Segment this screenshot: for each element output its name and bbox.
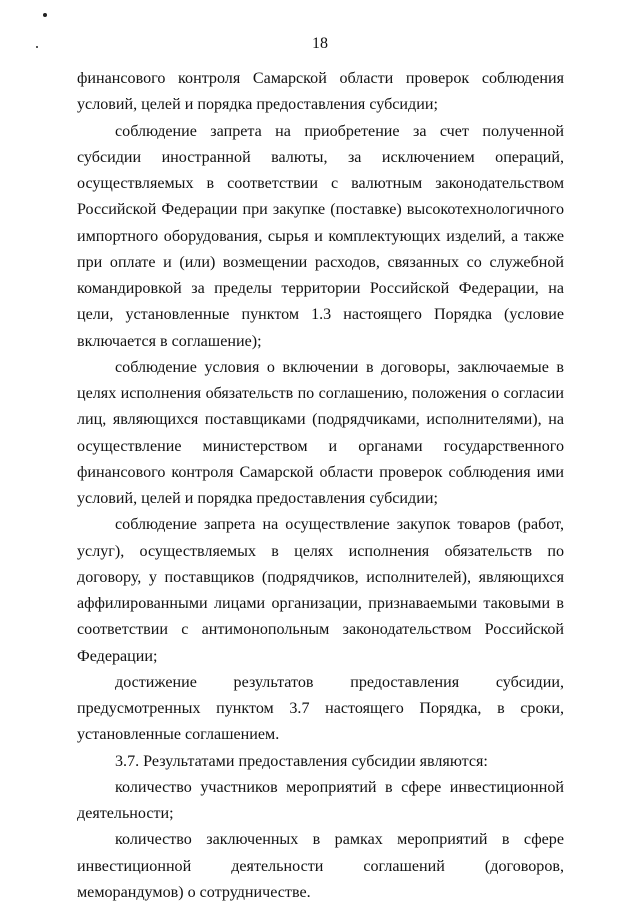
paragraph: достижение результатов предоставления субсидии, предусмотренных пунктом 3.7 настоящего Порядка, в сроки, установленные соглашением.: [77, 673, 564, 744]
paragraph: количество участников мероприятий в сфере инвестиционной деятельности;: [77, 778, 564, 822]
scan-speck: [43, 13, 47, 17]
paragraph: соблюдение условия о включении в договоры, заключаемые в целях исполнения обязательств по соглашению, положения о согласии лиц, являющихся поставщиками (подрядчиками, исполнителями), на осуществление министерством и органами государственного финансового контроля Самарской области проверок соблюдения ими условий, целей и порядка предоставления субсидии;: [77, 358, 564, 507]
paragraph: соблюдение запрета на приобретение за счет полученной субсидии иностранной валюты, за исключением операций, осуществляемых в соответствии с валютным законодательством Российской Федерации при закупке (поставке) высокотехнологичного импортного оборудования, сырья и комплектующих изделий, а также при оплате и (или) возмещении расходов, связанных со служебной командировкой за пределы территории Российской Федерации, на цели, установленные пунктом 1.3 настоящего Порядка (условие включается в соглашение);: [77, 122, 564, 350]
paragraph-heading: 3.7. Результатами предоставления субсидии являются:: [115, 752, 488, 770]
paragraph: финансового контроля Самарской области проверок соблюдения условий, целей и порядка предоставления субсидии;: [77, 70, 564, 114]
document-body: [77, 66, 564, 906]
paragraph: количество заключенных в рамках мероприятий в сфере инвестиционной деятельности соглашений (договоров, меморандумов) о сотрудничестве.: [77, 831, 564, 901]
paragraph: соблюдение запрета на осуществление закупок товаров (работ, услуг), осуществляемых в целях исполнения обязательств по договору, у поставщиков (подрядчиков, исполнителей), являющихся аффилированными лицами организации, признаваемыми таковыми в соответствии с антимонопольным законодательством Российской Федерации;: [77, 516, 564, 665]
page-number: 18: [312, 35, 328, 52]
